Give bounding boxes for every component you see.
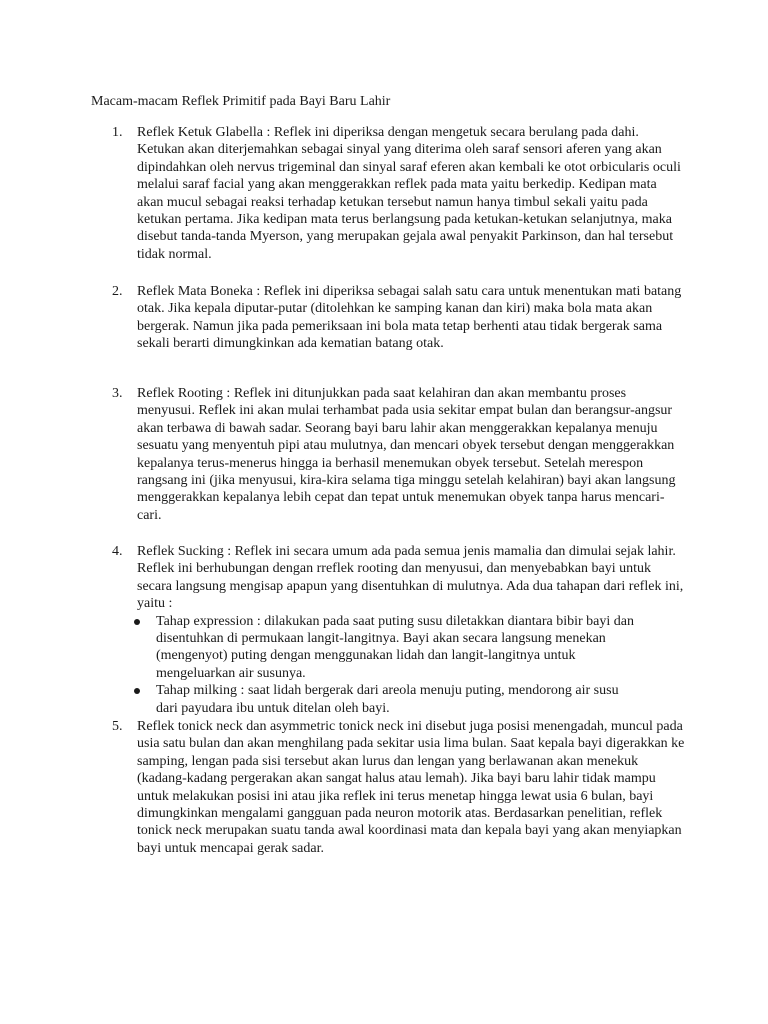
list-item-number: 5. — [112, 719, 123, 734]
list-item-number: 1. — [112, 125, 123, 140]
sub-bullet-item — [112, 613, 660, 683]
sub-bullet-list — [112, 613, 682, 717]
document-title: Macam-macam Reflek Primitif pada Bayi Baru Lahir — [91, 94, 391, 109]
list-item-rooting-reflex — [112, 385, 682, 524]
bullet-dot-icon — [134, 619, 140, 625]
list-item-text: Reflek Rooting : Reflek ini ditunjukkan pada saat kelahiran dan akan membantu proses menyusui. Reflek ini akan mulai terhambat pada usia sekitar empat bulan dan berangsur-angsur akan terbawa di bawah sadar. Seorang bayi baru lahir akan menggerakkan kepalanya menuju sesuatu yang menyentuh pipi atau mulutnya, dan mencari obyek tersebut dengan menggerakkan kepalanya terus-menerus hingga ia berhasil menemukan obyek tersebut. Setelah merespon rangsang ini (jika menyusui, kira-kira selama tiga minggu setelah kelahiran) bayi akan langsung menggerakkan kepalanya lebih cepat dan tepat untuk menemukan obyek tanpa harus mencari-cari. — [137, 386, 676, 523]
list-item-number: 2. — [112, 284, 123, 299]
list-item-glabella-reflex — [112, 124, 682, 263]
sub-bullet-text: Tahap expression : dilakukan pada saat puting susu diletakkan diantara bibir bayi dan disentuhkan di permukaan langit-langitnya. Bayi akan secara langsung menekan (mengenyot) puting dengan menggunakan lidah dan langit-langitnya untuk mengeluarkan air susunya. — [156, 613, 634, 681]
list-item-text: Reflek Ketuk Glabella : Reflek ini diperiksa dengan mengetuk secara berulang pada dahi. Ketukan akan diterjemahkan sebagai sinyal yang diterima oleh saraf sensori aferen yang akan dipindahkan oleh nervus trigeminal dan sinyal saraf eferen akan kembali ke otot orbicularis oculi melalui saraf facial yang akan menggerakkan reflek pada mata yaitu berkedip. Kedipan mata akan mucul sebagai reaksi terhadap ketukan tersebut namun hanya timbul sekali yaitu pada ketukan pertama. Jika kedipan mata terus berlangsung pada ketukan-ketukan selanjutnya, maka disebut tanda-tanda Myerson, yang merupakan gejala awal penyakit Parkinson, dan hal tersebut tidak normal. — [137, 125, 681, 262]
list-item-number: 4. — [112, 544, 123, 559]
list-item-tonic-neck-reflex — [112, 718, 685, 857]
bullet-dot-icon — [134, 688, 140, 694]
list-item-text: Reflek Sucking : Reflek ini secara umum ada pada semua jenis mamalia dan dimulai sejak lahir. Reflek ini berhubungan dengan rreflek rooting dan menyusui, dan menyebabkan bayi untuk secara langsung mengisap apapun yang disentuhkan di mulutnya. Ada dua tahapan dari reflek ini, yaitu : — [137, 544, 684, 612]
list-item-sucking-reflex — [112, 543, 682, 717]
sub-bullet-text: Tahap milking : saat lidah bergerak dari areola menuju puting, mendorong air susu dari payudara ibu untuk ditelan oleh bayi. — [156, 683, 619, 716]
list-item-text: Reflek tonick neck dan asymmetric tonick neck ini disebut juga posisi menengadah, muncul pada usia satu bulan dan akan menghilang pada sekitar usia lima bulan. Saat kepala bayi digerakkan ke samping, lengan pada sisi tersebut akan lurus dan lengan yang berlawanan akan menekuk (kadang-kadang pergerakan akan sangat halus atau lemah). Jika bayi baru lahir tidak mampu untuk melakukan posisi ini atau jika reflek ini terus menetap hingga lewat usia 6 bulan, bayi dimungkinkan mengalami gangguan pada neuron motorik atas. Berdasarkan penelitian, reflek tonick neck merupakan suatu tanda awal koordinasi mata dan kepala bayi yang akan menyiapkan bayi untuk mencapai gerak sadar. — [137, 719, 685, 856]
list-item-number: 3. — [112, 386, 123, 401]
sub-bullet-item — [112, 682, 660, 717]
list-item-doll-eye-reflex — [112, 283, 682, 353]
list-item-text: Reflek Mata Boneka : Reflek ini diperiksa sebagai salah satu cara untuk menentukan mati batang otak. Jika kepala diputar-putar (ditolehkan ke samping kanan dan kiri) maka bola mata akan bergerak. Namun jika pada pemeriksaan ini bola mata tetap berhenti atau tidak bergerak sama sekali berarti dimungkinkan ada kematian batang otak. — [137, 284, 682, 352]
